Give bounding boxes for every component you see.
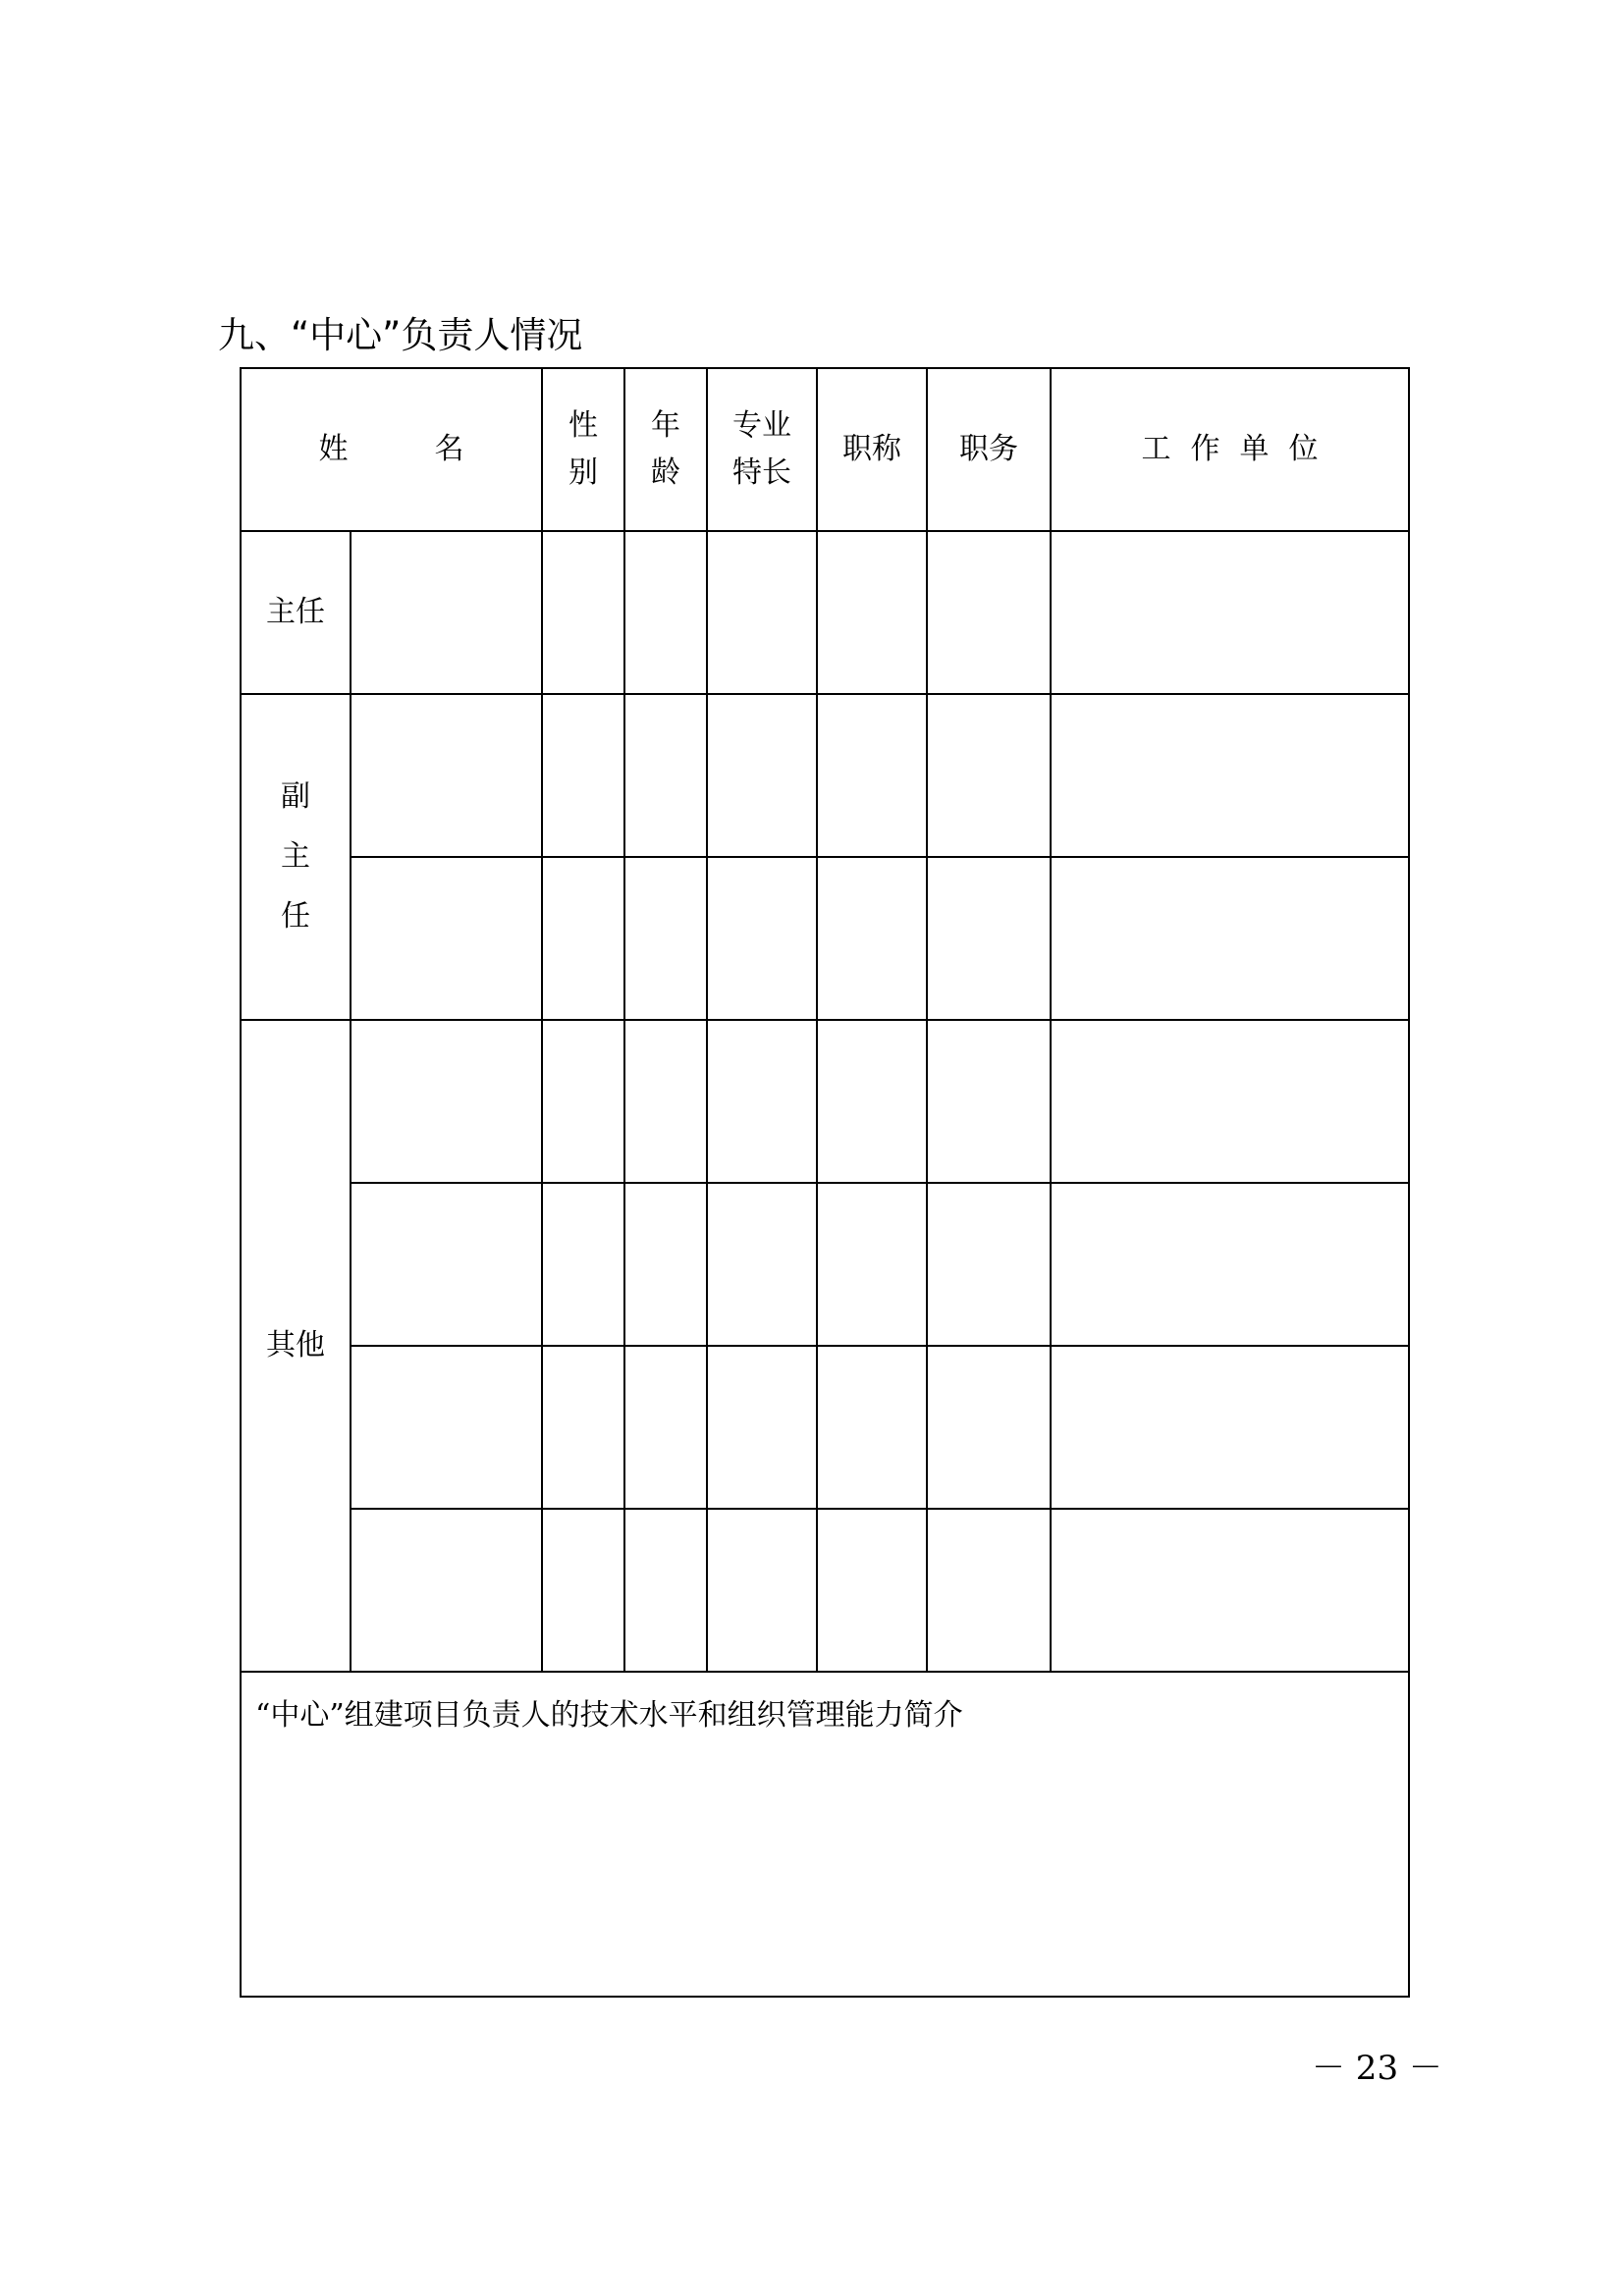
intro-field[interactable] [241, 1672, 1409, 1997]
gender-cell[interactable] [542, 1509, 624, 1672]
table-row-other [241, 1020, 1409, 1183]
age-cell[interactable] [624, 1183, 707, 1346]
position-cell[interactable] [927, 857, 1051, 1020]
gender-cell[interactable] [542, 531, 624, 694]
name-cell[interactable] [351, 857, 542, 1020]
name-cell[interactable] [351, 531, 542, 694]
intro-row [241, 1672, 1409, 1997]
position-cell[interactable] [927, 531, 1051, 694]
professional-title-cell[interactable] [817, 1509, 927, 1672]
work-unit-cell[interactable] [1051, 531, 1409, 694]
professional-title-cell[interactable] [817, 857, 927, 1020]
gender-cell[interactable] [542, 1183, 624, 1346]
age-cell[interactable] [624, 857, 707, 1020]
professional-title-cell[interactable] [817, 694, 927, 857]
professional-title-cell[interactable] [817, 1183, 927, 1346]
work-unit-cell[interactable] [1051, 857, 1409, 1020]
table-row-other [241, 1346, 1409, 1509]
group-label-deputy-director: 副 主 任 [241, 694, 351, 1020]
professional-title-cell[interactable] [817, 531, 927, 694]
age-cell[interactable] [624, 531, 707, 694]
specialty-cell[interactable] [707, 531, 817, 694]
professional-title-cell[interactable] [817, 1020, 927, 1183]
leader-info-table [240, 367, 1410, 1998]
table-row-deputy [241, 857, 1409, 1020]
table-row-deputy [241, 694, 1409, 857]
table-row-director [241, 531, 1409, 694]
group-label-others: 其他 [241, 1020, 351, 1672]
gender-cell[interactable] [542, 1346, 624, 1509]
header-row [241, 368, 1409, 531]
specialty-cell[interactable] [707, 857, 817, 1020]
header-work-unit: 工 作 单 位 [1051, 368, 1409, 531]
header-specialty: 专业 特长 [707, 368, 817, 531]
work-unit-cell[interactable] [1051, 1346, 1409, 1509]
position-cell[interactable] [927, 1183, 1051, 1346]
gender-cell[interactable] [542, 1020, 624, 1183]
position-cell[interactable] [927, 694, 1051, 857]
specialty-cell[interactable] [707, 1020, 817, 1183]
work-unit-cell[interactable] [1051, 1509, 1409, 1672]
name-cell[interactable] [351, 1183, 542, 1346]
page-number: － 23 － [1312, 2049, 1442, 2088]
table-row-other [241, 1183, 1409, 1346]
specialty-cell[interactable] [707, 1509, 817, 1672]
header-name: 姓 名 [241, 368, 542, 531]
header-age: 年 龄 [624, 368, 707, 531]
group-label-director: 主任 [241, 531, 351, 694]
gender-cell[interactable] [542, 857, 624, 1020]
name-cell[interactable] [351, 1346, 542, 1509]
work-unit-cell[interactable] [1051, 1183, 1409, 1346]
specialty-cell[interactable] [707, 1183, 817, 1346]
work-unit-cell[interactable] [1051, 1020, 1409, 1183]
name-cell[interactable] [351, 1509, 542, 1672]
section-title: 九、“中心”负责人情况 [218, 314, 583, 356]
specialty-cell[interactable] [707, 1346, 817, 1509]
position-cell[interactable] [927, 1020, 1051, 1183]
name-cell[interactable] [351, 1020, 542, 1183]
specialty-cell[interactable] [707, 694, 817, 857]
header-position: 职务 [927, 368, 1051, 531]
position-cell[interactable] [927, 1509, 1051, 1672]
age-cell[interactable] [624, 1020, 707, 1183]
work-unit-cell[interactable] [1051, 694, 1409, 857]
intro-label: “中心”组建项目负责人的技术水平和组织管理能力简介 [255, 1698, 963, 1733]
age-cell[interactable] [624, 1509, 707, 1672]
position-cell[interactable] [927, 1346, 1051, 1509]
name-cell[interactable] [351, 694, 542, 857]
header-gender: 性 别 [542, 368, 624, 531]
table-row-other [241, 1509, 1409, 1672]
gender-cell[interactable] [542, 694, 624, 857]
header-professional-title: 职称 [817, 368, 927, 531]
professional-title-cell[interactable] [817, 1346, 927, 1509]
age-cell[interactable] [624, 1346, 707, 1509]
age-cell[interactable] [624, 694, 707, 857]
